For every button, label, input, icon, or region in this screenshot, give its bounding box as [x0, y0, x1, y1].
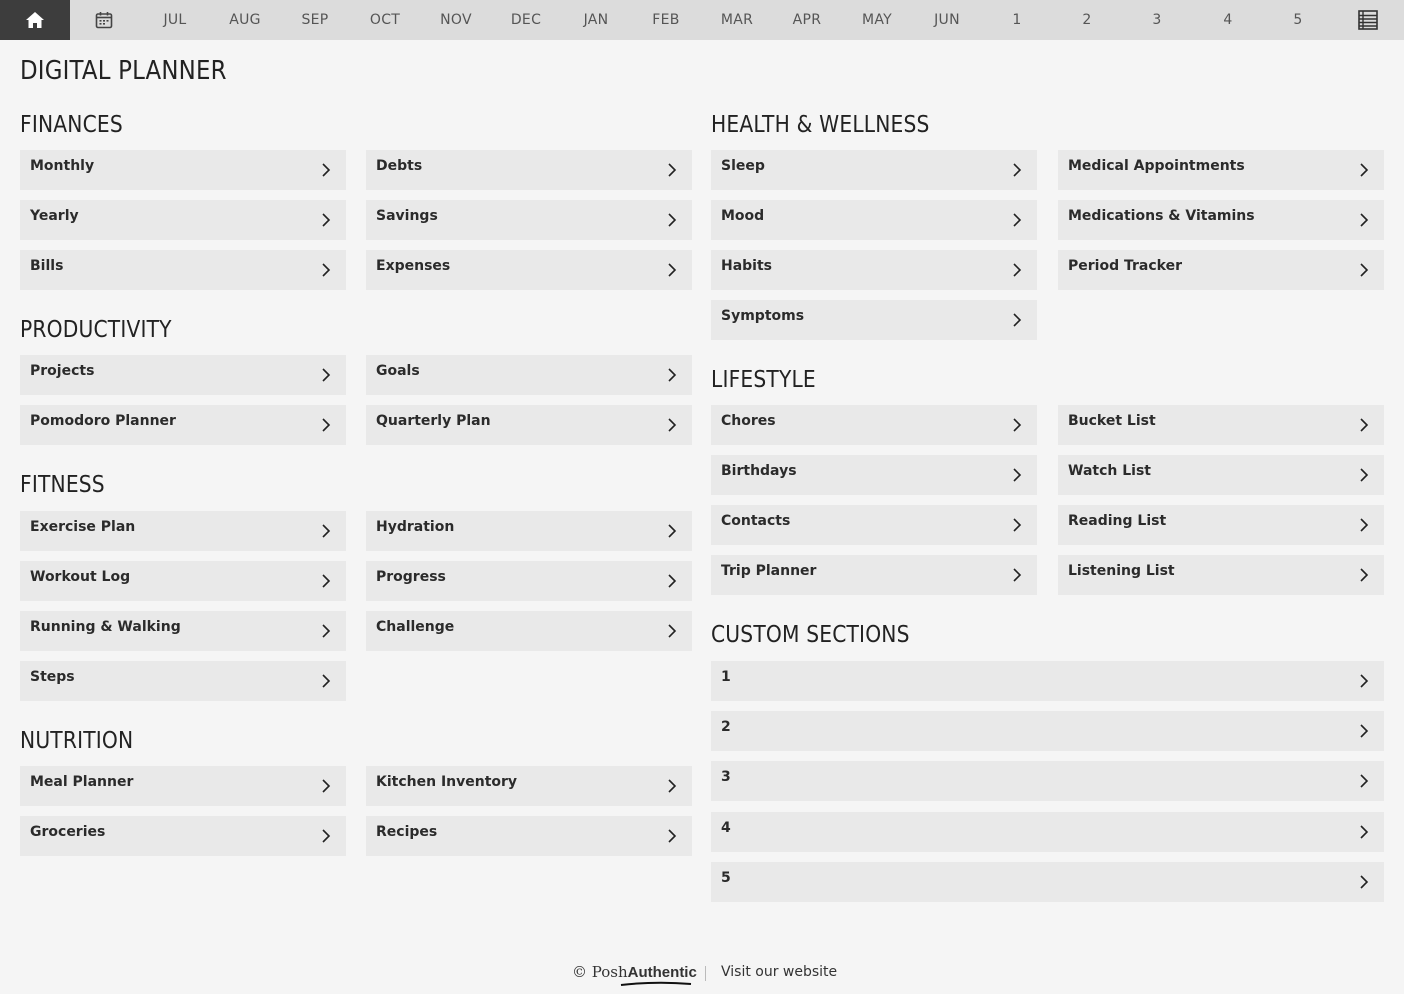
- nav-month-mar[interactable]: MAR: [720, 12, 754, 28]
- footer: [0, 963, 1404, 987]
- top-navigation-bar: [0, 0, 1404, 40]
- card-label: Bills: [30, 258, 64, 274]
- card-productivity-goals[interactable]: [366, 355, 692, 395]
- chevron-right-icon: [666, 210, 678, 230]
- chevron-right-icon: [666, 365, 678, 385]
- nav-month-jul[interactable]: JUL: [163, 12, 187, 28]
- card-label: Debts: [376, 158, 423, 174]
- card-finances-expenses[interactable]: [366, 250, 692, 290]
- list-icon: [1358, 10, 1378, 30]
- card-fitness-exercise-plan[interactable]: [20, 511, 346, 551]
- home-button[interactable]: [0, 0, 70, 40]
- chevron-right-icon: [1011, 465, 1023, 485]
- card-label: Progress: [376, 569, 446, 585]
- calendar-button[interactable]: [84, 0, 124, 40]
- chevron-right-icon: [1358, 565, 1370, 585]
- card-label: 4: [721, 820, 731, 836]
- nav-month-jun[interactable]: JUN: [934, 12, 960, 28]
- chevron-right-icon: [320, 210, 332, 230]
- chevron-right-icon: [1358, 771, 1370, 791]
- nav-month-nov[interactable]: NOV: [440, 12, 472, 28]
- card-lifestyle-birthdays[interactable]: [711, 455, 1037, 495]
- nav-month-dec[interactable]: DEC: [510, 12, 542, 28]
- card-fitness-challenge[interactable]: [366, 611, 692, 651]
- card-label: 3: [721, 769, 731, 785]
- chevron-right-icon: [1011, 415, 1023, 435]
- card-label: Monthly: [30, 158, 95, 174]
- card-label: Yearly: [30, 208, 79, 224]
- chevron-right-icon: [320, 571, 332, 591]
- card-finances-bills[interactable]: [20, 250, 346, 290]
- card-label: Pomodoro Planner: [30, 413, 176, 429]
- chevron-right-icon: [320, 260, 332, 280]
- card-health-habits[interactable]: [711, 250, 1037, 290]
- card-label: Meal Planner: [30, 774, 134, 790]
- card-label: Expenses: [376, 258, 451, 274]
- card-lifestyle-chores[interactable]: [711, 405, 1037, 445]
- card-fitness-steps[interactable]: [20, 661, 346, 701]
- card-fitness-running-and-walking[interactable]: [20, 611, 346, 651]
- index-button[interactable]: [1348, 0, 1388, 40]
- card-custom-3[interactable]: [711, 761, 1384, 801]
- section-title-lifestyle: LIFESTYLE: [711, 367, 816, 393]
- nav-month-sep[interactable]: SEP: [301, 12, 329, 28]
- card-label: Hydration: [376, 519, 455, 535]
- chevron-right-icon: [320, 826, 332, 846]
- card-label: Trip Planner: [721, 563, 817, 579]
- card-label: Recipes: [376, 824, 438, 840]
- chevron-right-icon: [1358, 671, 1370, 691]
- nav-month-aug[interactable]: AUG: [229, 12, 261, 28]
- card-nutrition-recipes[interactable]: [366, 816, 692, 856]
- nav-month-feb[interactable]: FEB: [652, 12, 680, 28]
- card-label: Habits: [721, 258, 773, 274]
- card-finances-savings[interactable]: [366, 200, 692, 240]
- chevron-right-icon: [1011, 565, 1023, 585]
- card-label: Mood: [721, 208, 765, 224]
- nav-custom-5[interactable]: 5: [1293, 12, 1303, 28]
- card-label: Medical Appointments: [1068, 158, 1245, 174]
- card-label: Symptoms: [721, 308, 805, 324]
- nav-month-may[interactable]: MAY: [861, 12, 893, 28]
- nav-custom-3[interactable]: 3: [1152, 12, 1162, 28]
- nav-month-apr[interactable]: APR: [792, 12, 822, 28]
- card-health-sleep[interactable]: [711, 150, 1037, 190]
- card-health-period-tracker[interactable]: [1058, 250, 1384, 290]
- card-nutrition-groceries[interactable]: [20, 816, 346, 856]
- nav-month-jan[interactable]: JAN: [583, 12, 609, 28]
- section-title-nutrition: NUTRITION: [20, 728, 134, 754]
- card-productivity-projects[interactable]: [20, 355, 346, 395]
- section-title-finances: FINANCES: [20, 112, 123, 138]
- card-label: Goals: [376, 363, 420, 379]
- card-lifestyle-watch-list[interactable]: [1058, 455, 1384, 495]
- chevron-right-icon: [666, 260, 678, 280]
- chevron-right-icon: [1358, 260, 1370, 280]
- card-lifestyle-contacts[interactable]: [711, 505, 1037, 545]
- chevron-right-icon: [666, 415, 678, 435]
- card-finances-monthly[interactable]: [20, 150, 346, 190]
- chevron-right-icon: [1358, 721, 1370, 741]
- chevron-right-icon: [1358, 822, 1370, 842]
- chevron-right-icon: [1011, 160, 1023, 180]
- card-health-medications-and-vitamins[interactable]: [1058, 200, 1384, 240]
- copyright-symbol: ©: [572, 963, 587, 981]
- chevron-right-icon: [666, 776, 678, 796]
- chevron-right-icon: [320, 365, 332, 385]
- card-label: Reading List: [1068, 513, 1167, 529]
- chevron-right-icon: [320, 160, 332, 180]
- brand-swoosh-logo: [620, 981, 692, 987]
- card-custom-2[interactable]: [711, 711, 1384, 751]
- card-custom-1[interactable]: [711, 661, 1384, 701]
- chevron-right-icon: [320, 776, 332, 796]
- card-label: Steps: [30, 669, 75, 685]
- card-label: 2: [721, 719, 731, 735]
- chevron-right-icon: [1011, 260, 1023, 280]
- section-title-fitness: FITNESS: [20, 472, 105, 498]
- chevron-right-icon: [1358, 160, 1370, 180]
- card-label: Challenge: [376, 619, 455, 635]
- card-lifestyle-trip-planner[interactable]: [711, 555, 1037, 595]
- card-label: Groceries: [30, 824, 106, 840]
- nav-custom-1[interactable]: 1: [1012, 12, 1022, 28]
- chevron-right-icon: [320, 521, 332, 541]
- card-nutrition-kitchen-inventory[interactable]: [366, 766, 692, 806]
- page-title: DIGITAL PLANNER: [20, 56, 227, 86]
- chevron-right-icon: [320, 415, 332, 435]
- card-fitness-hydration[interactable]: [366, 511, 692, 551]
- section-title-custom-sections: CUSTOM SECTIONS: [711, 622, 910, 648]
- card-label: Sleep: [721, 158, 765, 174]
- card-finances-yearly[interactable]: [20, 200, 346, 240]
- chevron-right-icon: [666, 571, 678, 591]
- card-label: Exercise Plan: [30, 519, 136, 535]
- chevron-right-icon: [666, 826, 678, 846]
- section-title-health-wellness: HEALTH & WELLNESS: [711, 112, 930, 138]
- chevron-right-icon: [1358, 210, 1370, 230]
- card-fitness-progress[interactable]: [366, 561, 692, 601]
- chevron-right-icon: [666, 521, 678, 541]
- card-label: Watch List: [1068, 463, 1151, 479]
- card-custom-4[interactable]: [711, 812, 1384, 852]
- nav-custom-2[interactable]: 2: [1082, 12, 1092, 28]
- brand-name-bold: Authentic: [627, 964, 697, 981]
- card-finances-debts[interactable]: [366, 150, 692, 190]
- chevron-right-icon: [1011, 310, 1023, 330]
- card-label: Birthdays: [721, 463, 797, 479]
- card-fitness-workout-log[interactable]: [20, 561, 346, 601]
- card-health-medical-appointments[interactable]: [1058, 150, 1384, 190]
- card-custom-5[interactable]: [711, 862, 1384, 902]
- nav-month-oct[interactable]: OCT: [369, 12, 401, 28]
- card-lifestyle-bucket-list[interactable]: [1058, 405, 1384, 445]
- brand-name-light: Posh: [591, 963, 628, 981]
- card-label: Projects: [30, 363, 95, 379]
- card-productivity-pomodoro-planner[interactable]: [20, 405, 346, 445]
- section-title-productivity: PRODUCTIVITY: [20, 317, 172, 343]
- card-label: Listening List: [1068, 563, 1175, 579]
- chevron-right-icon: [1358, 415, 1370, 435]
- brand-copyright: [572, 963, 697, 981]
- card-label: Medications & Vitamins: [1068, 208, 1255, 224]
- card-label: 5: [721, 870, 731, 886]
- card-label: Savings: [376, 208, 438, 224]
- card-label: Contacts: [721, 513, 791, 529]
- chevron-right-icon: [320, 621, 332, 641]
- chevron-right-icon: [1358, 872, 1370, 892]
- card-nutrition-meal-planner[interactable]: [20, 766, 346, 806]
- card-label: Workout Log: [30, 569, 131, 585]
- chevron-right-icon: [666, 160, 678, 180]
- chevron-right-icon: [1011, 210, 1023, 230]
- chevron-right-icon: [320, 671, 332, 691]
- card-label: 1: [721, 669, 731, 685]
- calendar-icon: [95, 11, 113, 29]
- card-productivity-quarterly-plan[interactable]: [366, 405, 692, 445]
- footer-divider: [705, 966, 706, 981]
- card-health-mood[interactable]: [711, 200, 1037, 240]
- card-label: Kitchen Inventory: [376, 774, 518, 790]
- nav-custom-4[interactable]: 4: [1223, 12, 1233, 28]
- visit-website-link[interactable]: Visit our website: [721, 964, 838, 980]
- home-icon: [25, 11, 45, 29]
- card-lifestyle-reading-list[interactable]: [1058, 505, 1384, 545]
- card-health-symptoms[interactable]: [711, 300, 1037, 340]
- card-label: Bucket List: [1068, 413, 1156, 429]
- chevron-right-icon: [666, 621, 678, 641]
- chevron-right-icon: [1358, 515, 1370, 535]
- chevron-right-icon: [1011, 515, 1023, 535]
- card-lifestyle-listening-list[interactable]: [1058, 555, 1384, 595]
- card-label: Quarterly Plan: [376, 413, 491, 429]
- card-label: Chores: [721, 413, 776, 429]
- card-label: Period Tracker: [1068, 258, 1182, 274]
- card-label: Running & Walking: [30, 619, 181, 635]
- chevron-right-icon: [1358, 465, 1370, 485]
